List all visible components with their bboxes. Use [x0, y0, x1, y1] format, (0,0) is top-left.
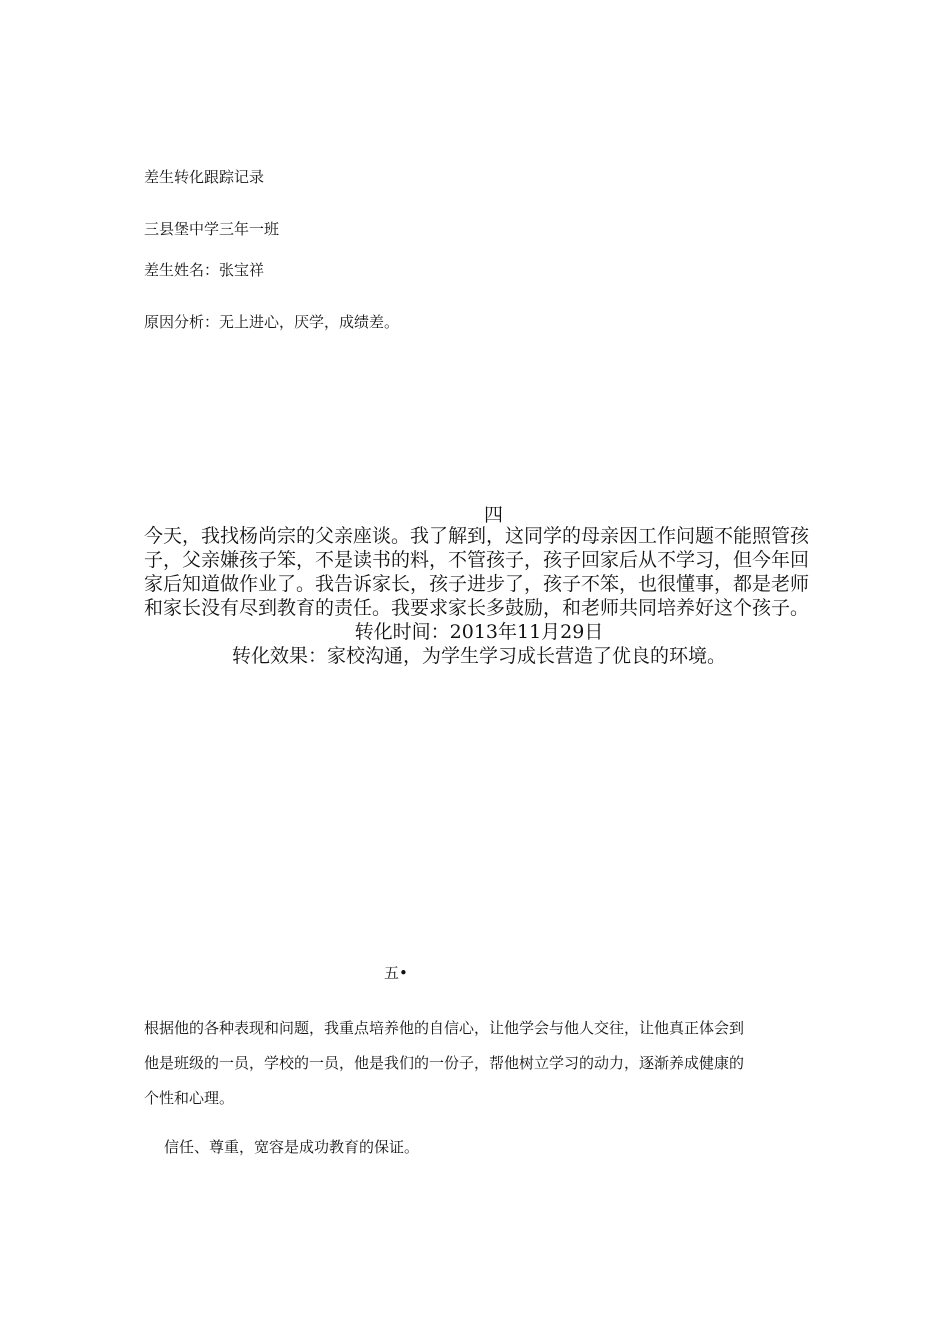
closing-statement: 信任、尊重，宽容是成功教育的保证。	[164, 1138, 420, 1156]
student-name: 差生姓名：张宝祥	[144, 261, 265, 279]
body-line: 家后知道做作业了。我告诉家长，孩子进步了，孩子不笨，也很懂事，都是老师	[144, 573, 810, 595]
body-line: 根据他的各种表现和问题，我重点培养他的自信心，让他学会与他人交往，让他真正体会到	[144, 1019, 745, 1037]
body-line: 今天，我找杨尚宗的父亲座谈。我了解到，这同学的母亲因工作问题不能照管孩	[144, 525, 810, 547]
section-four-heading: 四	[484, 504, 504, 526]
body-line: 个性和心理。	[144, 1089, 235, 1107]
body-line: 子，父亲嫌孩子笨，不是读书的料，不管孩子，孩子回家后从不学习，但今年回	[144, 549, 810, 571]
section-five-heading: 五•	[384, 964, 408, 982]
body-line: 和家长没有尽到教育的责任。我要求家长多鼓励，和老师共同培养好这个孩子。	[144, 597, 810, 619]
class-info: 三县堡中学三年一班	[144, 220, 280, 238]
cause-analysis: 原因分析：无上进心，厌学，成绩差。	[144, 313, 400, 331]
document-title: 差生转化跟踪记录	[144, 168, 265, 186]
body-line: 他是班级的一员，学校的一员，他是我们的一份子，帮他树立学习的动力，逐渐养成健康的	[144, 1054, 745, 1072]
section-four-body	[144, 524, 814, 668]
conversion-effect: 转化效果：家校沟通，为学生学习成长营造了优良的环境。	[231, 645, 726, 667]
conversion-time: 转化时间：2013年11月29日	[354, 621, 604, 643]
section-five-body	[144, 1011, 824, 1116]
